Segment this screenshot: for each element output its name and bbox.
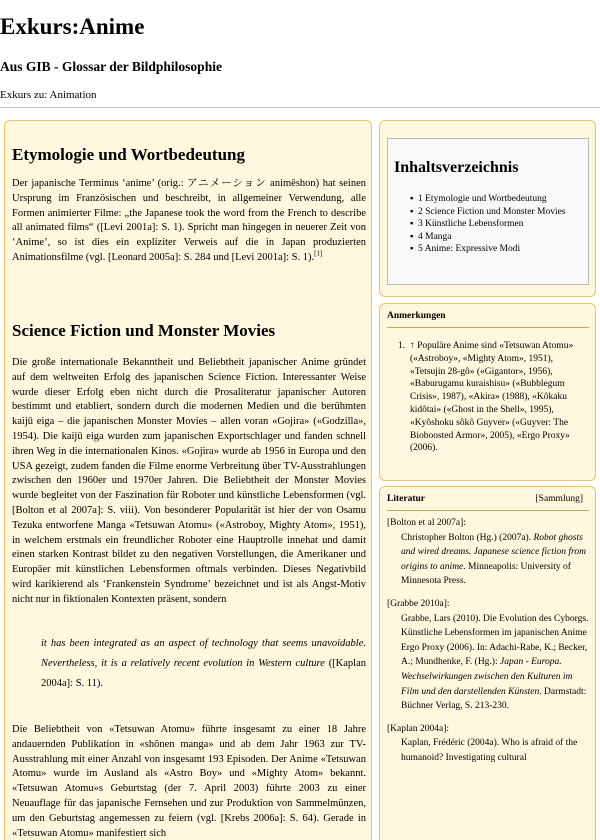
reference-item — [387, 722, 591, 766]
toc-item-label[interactable]: 5 Anime: Expressive Modi — [418, 244, 521, 255]
literature-list — [387, 516, 591, 774]
reference-author: Grabbe, Lars (2010). Die Evolution des Cyborgs. Künstliche Lebensformen im japanischen Anime Ergo Proxy (2006). In: Adachi-Rabe, K.; Becker, A.; Mundhenke, F. (Hg.): — [401, 613, 589, 668]
toc-item-label[interactable]: 2 Science Fiction und Monster Movies — [418, 206, 566, 217]
toc-item-label[interactable]: 1 Etymologie und Wortbedeutung — [418, 194, 547, 204]
toc-item[interactable] — [410, 218, 585, 231]
toc-list — [410, 193, 585, 256]
reference-key[interactable]: [Grabbe 2010a]: — [387, 598, 450, 609]
paragraph-scifi: Die große internationale Bekanntheit und Beliebtheit japanischer Anime gründet auf dem weltweiten Erfolg des japanischen Science Fiction. Interessanter Weise wurde dieser Erfolg eben nicht durch die Prosaliteratur japanischer Autoren bestimmt und etabliert, sondern durch die modernen Medien und die berühmten kaijū eiga – die japanischen Monster Movies – allen voran «Gojira» («Godzilla», 1954). Die kaijū eiga wurden zum japanischen Exportschlager und fanden schnell ihren Weg in die internationalen Kinos. «Gojira» wurde ab 1956 in Europa und den USA gezeigt, zudem fanden die Filme enorme Verbreitung über TV-Ausstrahlungen zwischen den 1960er und 1970er Jahren. Die Beliebtheit der Monster Movies wurde begleitet von der Faszination für Roboter und künstliche Lebensformen (vgl. [Bolton et al 2007a]: S. viii). Von besonderer Popularität ist hier der von Osamu Tezuka entworfene Manga «Tetsuwan Atomu» («Astroboy, Mighty Atom», 1951), in welchem erstmals ein freundlicher Roboter eine Hauptrolle innehat und damit einen starken Kontrast bildet zu den negativen Vorstellungen, die Amerikaner und Europäer mit künstlichen Lebensformen oftmals verbinden. Dieses Negativbild wird karikierend als ‘Frankenstein Syndrome’ bezeichnet und ist als Angst-Motiv nicht nur in fiktionalen Kontexten präsent, sondern — [12, 357, 366, 605]
note-text: ↑ Populäre Anime sind «Tetsuwan Atomu» («Astroboy», «Mighty Atom», 1951), «Tetsujin 28-gô» («Gigantor», 1956), «Baburugamu kuraishisu» («Bubblegum Crisis», 1987), «Akira» (1988), «Kôkaku kidôtai» («Ghost in the Shell», 1995), «Kyôshoku sôkô Guyver» («Guyver: The Bioboosted Armor», 2005), «Ergo Proxy» (2006). — [410, 341, 574, 454]
literature-heading: Literatur — [387, 494, 425, 504]
section-heading-etymology: Etymologie und Wortbedeutung — [12, 145, 246, 164]
page-title: Exkurs:Anime — [0, 14, 145, 39]
paragraph-etymology — [12, 177, 366, 266]
quote-source[interactable]: ([Kaplan 2004a]: S. 11). — [41, 658, 367, 689]
header-divider — [0, 107, 600, 108]
footnote-ref-1[interactable]: [1] — [314, 249, 323, 258]
page-header — [0, 0, 600, 108]
reference-key[interactable]: [Kaplan 2004a]: — [387, 723, 449, 734]
quote-text: it has been integrated as an aspect of technology that seems unavoidable. Nevertheless, it is a relatively recent evolution in Western culture — [41, 638, 366, 669]
main-content-panel — [4, 120, 372, 840]
reference-text — [387, 736, 591, 765]
reference-author: Kaplan, Frédéric (2004a). Who is afraid of the humanoid? Investigating cultural — [401, 738, 578, 763]
bullet-icon: ▪ — [410, 219, 414, 230]
page-subtitle: Aus GIB - Glossar der Bildphilosophie — [0, 59, 222, 74]
literature-panel — [379, 486, 596, 840]
toc-item-label[interactable]: 4 Manga — [418, 231, 452, 242]
reference-text — [387, 531, 591, 589]
reference-key[interactable]: [Bolton et al 2007a]: — [387, 518, 466, 528]
reference-title: Robot ghosts and wired dreams. Japanese science fiction from origins to anime — [401, 532, 586, 572]
reference-publisher: . Minneapolis: University of Minnesota Press. — [401, 561, 571, 587]
blockquote — [41, 634, 366, 694]
toc-item[interactable] — [410, 243, 585, 256]
notes-panel — [379, 303, 596, 481]
collection-link[interactable]: [Sammlung] — [535, 494, 583, 504]
reference-text — [387, 612, 591, 714]
reference-item — [387, 597, 591, 714]
note-item — [398, 340, 588, 455]
reference-title: Japan - Europa. Wechselwirkungen zwischen den Kulturen im Film und den darstellenden Künsten — [401, 657, 573, 697]
table-of-contents — [387, 138, 589, 285]
paragraph-astroboy: Die Beliebtheit von «Tetsuwan Atomu» führte insgesamt zu einer 18 Jahre andauernden Publikation in «shônen manga» und ab dem Jahr 1963 zur TV-Ausstrahlung mit einer Anzahl von insgesamt 193 Episoden. Der Anime «Tetsuwan Atomu» wurde im Ausland als «Astro Boy» und «Mighty Atom» bekannt. «Tetsuwan Atomu»s Geburtstag (der 7. April 2003) führte 2003 zu einer Neuauflage für das japanische Fernsehen und zur Produktion von Sammelmünzen, um den Geburtstag angemessen zu feiern (vgl. [Krebs 2006a]: S. 64). Gerade in «Tetsuwan Atomu» manifestiert sich — [12, 724, 366, 839]
bullet-icon: ▪ — [410, 194, 414, 204]
toc-item[interactable] — [410, 231, 585, 244]
toc-item[interactable] — [410, 193, 585, 206]
toc-item-label[interactable]: 3 Künstliche Lebensformen — [418, 219, 524, 230]
context-line: Exkurs zu: Animation — [0, 89, 97, 101]
toc-panel — [379, 120, 596, 297]
toc-title: Inhaltsverzeichnis — [394, 159, 519, 176]
reference-author: Christopher Bolton (Hg.) (2007a). — [401, 532, 534, 543]
reference-item — [387, 516, 591, 589]
section-heading-scifi: Science Fiction und Monster Movies — [12, 321, 276, 340]
bullet-icon: ▪ — [410, 244, 414, 255]
note-number: 1. — [398, 341, 406, 351]
paragraph-etymology-text: Der japanische Terminus ‘anime’ (orig.: アニメーション animêshon) hat seinen Ursprung im Französischen und beschreibt, in allgemeiner Verwendung, alle Formen animierter Filme: „the Japanese took the word from the French to describe all animated films“ ([Levi 2001a]: S. 1). Spricht man hingegen in neuerer Zeit von ‘Anime’, so ist dies ein expliziter Verweis auf die in Japan produzierten Animationsfilme (vgl. [Leonard 2005a]: S. 284 und [Levi 2001a]: S. 1). — [12, 178, 366, 263]
notes-heading: Anmerkungen — [387, 311, 589, 328]
toc-item[interactable] — [410, 206, 585, 219]
bullet-icon: ▪ — [410, 206, 414, 217]
bullet-icon: ▪ — [410, 231, 414, 242]
reference-publisher: . Darmstadt: Büchner Verlag, S. 213-230. — [401, 686, 587, 712]
literature-header — [387, 494, 589, 511]
